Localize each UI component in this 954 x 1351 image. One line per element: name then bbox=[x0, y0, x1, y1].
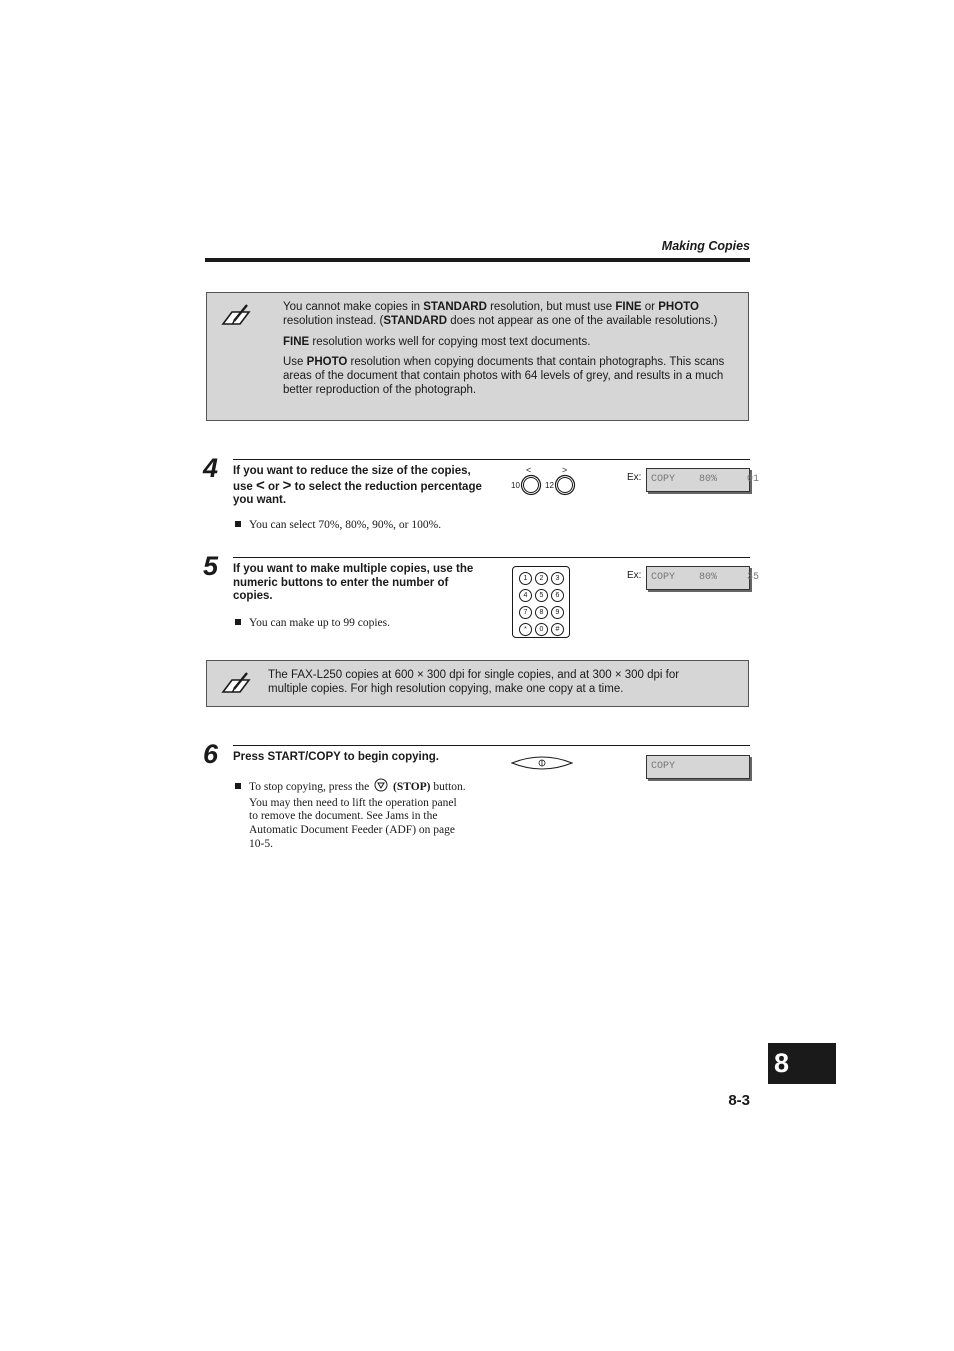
step4-lcd-display: COPY 80% 01 bbox=[646, 468, 750, 492]
step6-lcd-display: COPY bbox=[646, 755, 750, 779]
key-right-arrow-label: > bbox=[562, 465, 568, 475]
keypad-key-4: 5 bbox=[535, 589, 548, 602]
note1-paragraph-2: FINE resolution works well for copying most text documents. bbox=[283, 335, 591, 348]
step6-bullet: To stop copying, press the (STOP) button. You may then need to lift the operation panel to remove the document. See Jams in the Automatic Document Feeder (ADF) on page 10-5. bbox=[235, 778, 500, 852]
keypad-key-9: * bbox=[519, 623, 532, 636]
note-box-dpi bbox=[206, 660, 749, 707]
start-copy-button-icon bbox=[511, 754, 573, 777]
step4-heading: If you want to reduce the size of the copies, use < or > to select the reduction percentage you want. bbox=[233, 465, 482, 506]
key-left-number: 10 bbox=[511, 481, 520, 490]
reduce-left-button-icon bbox=[520, 474, 542, 501]
keypad-key-8: 9 bbox=[551, 606, 564, 619]
keypad-key-3: 4 bbox=[519, 589, 532, 602]
step4-rule bbox=[233, 459, 750, 460]
step6-rule bbox=[233, 745, 750, 746]
keypad-key-10: 0 bbox=[535, 623, 548, 636]
note1-paragraph-3: Use PHOTO resolution when copying documents that contain photographs. This scans areas of the document that contain photos with 64 levels of grey, and results in a much better reproduction of the photograph. bbox=[283, 356, 725, 396]
note2-line-2: multiple copies. For high resolution copying, make one copy at a time. bbox=[268, 682, 624, 695]
note-pencil-icon bbox=[220, 303, 252, 334]
step5-lcd-display: COPY 80% 35 bbox=[646, 566, 750, 590]
keypad-key-1: 2 bbox=[535, 572, 548, 585]
numeric-keypad bbox=[512, 566, 570, 638]
keypad-key-6: 7 bbox=[519, 606, 532, 619]
keypad-key-5: 6 bbox=[551, 589, 564, 602]
note1-paragraph-1: You cannot make copies in STANDARD resolution, but must use FINE or PHOTO resolution instead. (STANDARD does not appear as one of the available resolutions.) bbox=[283, 301, 718, 327]
note2-line-1: The FAX-L250 copies at 600 × 300 dpi for single copies, and at 300 × 300 dpi for bbox=[268, 669, 680, 681]
note-pencil-icon bbox=[220, 671, 252, 702]
step5-rule bbox=[233, 557, 750, 558]
keypad-key-11: # bbox=[551, 623, 564, 636]
chapter-tab: 8 bbox=[768, 1043, 836, 1084]
step4-bullet: You can select 70%, 80%, 90%, or 100%. bbox=[235, 519, 505, 533]
page-number: 8-3 bbox=[728, 1092, 750, 1109]
header-rule bbox=[205, 258, 750, 262]
step5-heading: If you want to make multiple copies, use the numeric buttons to enter the number of copies. bbox=[233, 563, 474, 602]
step-number-6: 6 bbox=[203, 739, 219, 769]
step-number-5: 5 bbox=[203, 551, 219, 581]
reduce-right-button-icon bbox=[554, 474, 576, 501]
step4-ex-label: Ex: bbox=[627, 472, 642, 483]
step-number-4: 4 bbox=[203, 453, 219, 483]
key-right-number: 12 bbox=[545, 481, 554, 490]
running-header: Making Copies bbox=[661, 239, 750, 253]
step5-ex-label: Ex: bbox=[627, 570, 642, 581]
stop-button-icon bbox=[374, 778, 388, 797]
step5-bullet: You can make up to 99 copies. bbox=[235, 617, 505, 631]
keypad-key-7: 8 bbox=[535, 606, 548, 619]
note-box-resolution bbox=[206, 292, 749, 421]
key-left-arrow-label: < bbox=[526, 465, 532, 475]
step6-heading: Press START/COPY to begin copying. bbox=[233, 751, 439, 763]
keypad-key-0: 1 bbox=[519, 572, 532, 585]
keypad-key-2: 3 bbox=[551, 572, 564, 585]
